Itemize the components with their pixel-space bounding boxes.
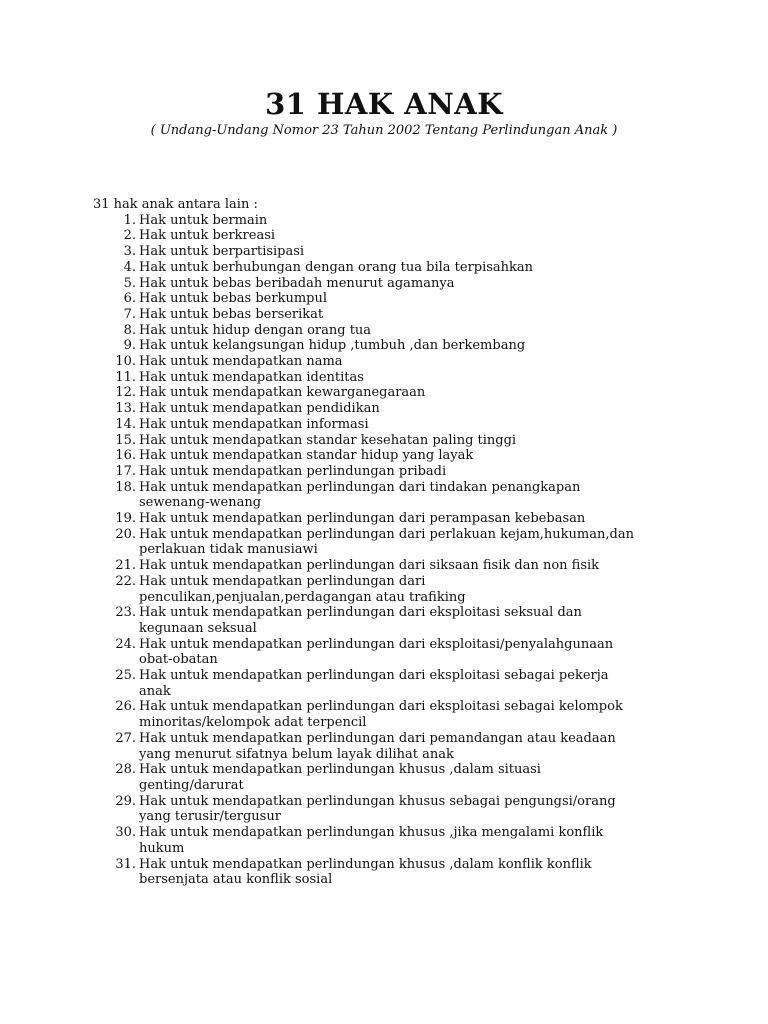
list-item-number: 24. <box>115 636 136 652</box>
list-item-text: perlakuan tidak manusiawi <box>139 542 318 558</box>
list-item-text: penculikan,penjualan,perdagangan atau trafiking <box>139 589 466 605</box>
list-item-number: 1. <box>123 212 136 228</box>
list-item <box>0 794 679 825</box>
list-item <box>0 480 679 511</box>
list-item-text: kegunaan seksual <box>139 620 257 636</box>
list-item-text: Hak untuk mendapatkan nama <box>139 354 343 370</box>
list-item-text: Hak untuk mendapatkan identitas <box>139 369 364 385</box>
rights-list <box>0 213 768 888</box>
list-item <box>0 307 679 323</box>
list-item-text: Hak untuk bermain <box>139 212 268 228</box>
list-item-number: 31. <box>115 856 136 872</box>
list-item <box>0 385 679 401</box>
list-item <box>0 433 679 449</box>
list-item <box>0 228 679 244</box>
list-item-number: 4. <box>123 259 136 275</box>
list-item <box>0 417 679 433</box>
list-item-text: Hak untuk mendapatkan standar kesehatan paling tinggi <box>139 432 517 448</box>
list-item <box>0 857 679 888</box>
list-item-text: Hak untuk mendapatkan perlindungan dari eksploitasi sebagai kelompok <box>139 699 623 715</box>
list-item-text: Hak untuk mendapatkan perlindungan dari eksploitasi seksual dan <box>139 605 582 621</box>
list-item-text: Hak untuk mendapatkan perlindungan dari perlakuan kejam,hukuman,dan <box>139 526 634 542</box>
list-item-text: Hak untuk mendapatkan informasi <box>139 416 369 432</box>
list-item-text: Hak untuk mendapatkan standar hidup yang layak <box>139 448 474 464</box>
list-item-text: Hak untuk mendapatkan perlindungan khusus ,dalam konflik konflik <box>139 856 592 872</box>
list-item-number: 18. <box>115 479 136 495</box>
list-item <box>0 699 679 730</box>
list-item <box>0 637 679 668</box>
list-item-number: 11. <box>115 369 136 385</box>
list-item <box>0 323 679 339</box>
list-item-text: Hak untuk mendapatkan perlindungan pribadi <box>139 463 447 479</box>
list-item <box>0 354 679 370</box>
list-item-text: Hak untuk mendapatkan pendidikan <box>139 401 380 417</box>
list-item-number: 16. <box>115 448 136 464</box>
list-item <box>0 825 679 856</box>
list-item-number: 21. <box>115 558 136 574</box>
list-item <box>0 464 679 480</box>
list-item <box>0 260 679 276</box>
list-item-number: 13. <box>115 401 136 417</box>
list-item <box>0 276 679 292</box>
list-item-text: hukum <box>139 840 185 856</box>
document-subtitle: ( Undang-Undang Nomor 23 Tahun 2002 Tentang Perlindungan Anak ) <box>150 123 618 138</box>
list-item-number: 14. <box>115 416 136 432</box>
list-item <box>0 558 679 574</box>
list-item-text: Hak untuk mendapatkan perlindungan dari perampasan kebebasan <box>139 511 586 527</box>
list-item <box>0 213 679 229</box>
list-item <box>0 605 679 636</box>
list-item-text: Hak untuk kelangsungan hidup ,tumbuh ,dan berkembang <box>139 338 526 354</box>
list-item-text: yang terusir/tergusur <box>139 809 281 825</box>
list-item-text: genting/darurat <box>139 778 244 793</box>
list-item-text: yang menurut sifatnya belum layak dilihat anak <box>139 746 454 762</box>
document-title: 31 HAK ANAK <box>265 87 503 121</box>
list-item <box>0 762 679 793</box>
list-item <box>0 668 679 699</box>
list-item-text: bersenjata atau konflik sosial <box>139 872 333 888</box>
list-item-number: 8. <box>123 322 136 338</box>
list-item-text: obat-obatan <box>139 652 218 668</box>
list-item-text: Hak untuk mendapatkan perlindungan khusus sebagai pengungsi/orang <box>139 793 616 809</box>
list-item-text: minoritas/kelompok adat terpencil <box>139 715 367 731</box>
list-item-number: 6. <box>123 291 136 307</box>
list-item-text: Hak untuk mendapatkan perlindungan khusus ,jika mengalami konflik <box>139 825 604 841</box>
list-item <box>0 574 679 605</box>
list-item-number: 10. <box>115 354 136 370</box>
list-item-number: 23. <box>115 605 136 621</box>
list-item-number: 9. <box>123 338 136 354</box>
list-item-text: Hak untuk mendapatkan kewarganegaraan <box>139 385 426 401</box>
list-item-number: 29. <box>115 793 136 809</box>
list-item-text: Hak untuk bebas beribadah menurut agamanya <box>139 275 455 291</box>
list-item <box>0 731 679 762</box>
list-item-text: Hak untuk bebas berserikat <box>139 306 324 322</box>
list-item-text: Hak untuk mendapatkan perlindungan khusus ,dalam situasi <box>139 762 541 778</box>
list-item-text: Hak untuk mendapatkan perlindungan dari eksploitasi sebagai pekerja <box>139 668 609 684</box>
list-item-number: 22. <box>115 573 136 589</box>
list-item-number: 28. <box>115 762 136 778</box>
list-item-text: Hak untuk mendapatkan perlindungan dari <box>139 573 426 589</box>
list-item-number: 20. <box>115 526 136 542</box>
list-item-number: 2. <box>123 228 136 244</box>
list-item-text: Hak untuk berpartisipasi <box>139 244 305 260</box>
list-item-text: anak <box>139 683 171 699</box>
list-item-number: 3. <box>123 244 136 260</box>
list-item <box>0 338 679 354</box>
list-item-number: 15. <box>115 432 136 448</box>
list-item-number: 27. <box>115 730 136 746</box>
intro-text: 31 hak anak antara lain : <box>93 197 258 212</box>
list-item-text: Hak untuk bebas berkumpul <box>139 291 327 307</box>
list-item <box>0 291 679 307</box>
list-item-text: Hak untuk mendapatkan perlindungan dari tindakan penangkapan <box>139 479 581 495</box>
list-item-text: Hak untuk berhubungan dengan orang tua bila terpisahkan <box>139 259 534 275</box>
list-item-text: Hak untuk berkreasi <box>139 228 276 244</box>
list-item <box>0 448 679 464</box>
list-item <box>0 370 679 386</box>
list-item-number: 17. <box>115 463 136 479</box>
list-item-text: sewenang-wenang <box>139 495 262 511</box>
list-item-text: Hak untuk mendapatkan perlindungan dari pemandangan atau keadaan <box>139 730 616 746</box>
list-item-text: Hak untuk hidup dengan orang tua <box>139 322 372 338</box>
list-item <box>0 511 679 527</box>
list-item <box>0 401 679 417</box>
list-item-number: 7. <box>123 306 136 322</box>
list-item-number: 26. <box>115 699 136 715</box>
list-item-number: 5. <box>123 275 136 291</box>
list-item <box>0 244 679 260</box>
list-item-text: Hak untuk mendapatkan perlindungan dari eksploitasi/penyalahgunaan <box>139 636 614 652</box>
list-item-number: 12. <box>115 385 136 401</box>
list-item <box>0 527 679 558</box>
list-item-number: 19. <box>115 511 136 527</box>
list-item-text: Hak untuk mendapatkan perlindungan dari siksaan fisik dan non fisik <box>139 558 600 574</box>
list-item-number: 25. <box>115 668 136 684</box>
list-item-number: 30. <box>115 825 136 841</box>
